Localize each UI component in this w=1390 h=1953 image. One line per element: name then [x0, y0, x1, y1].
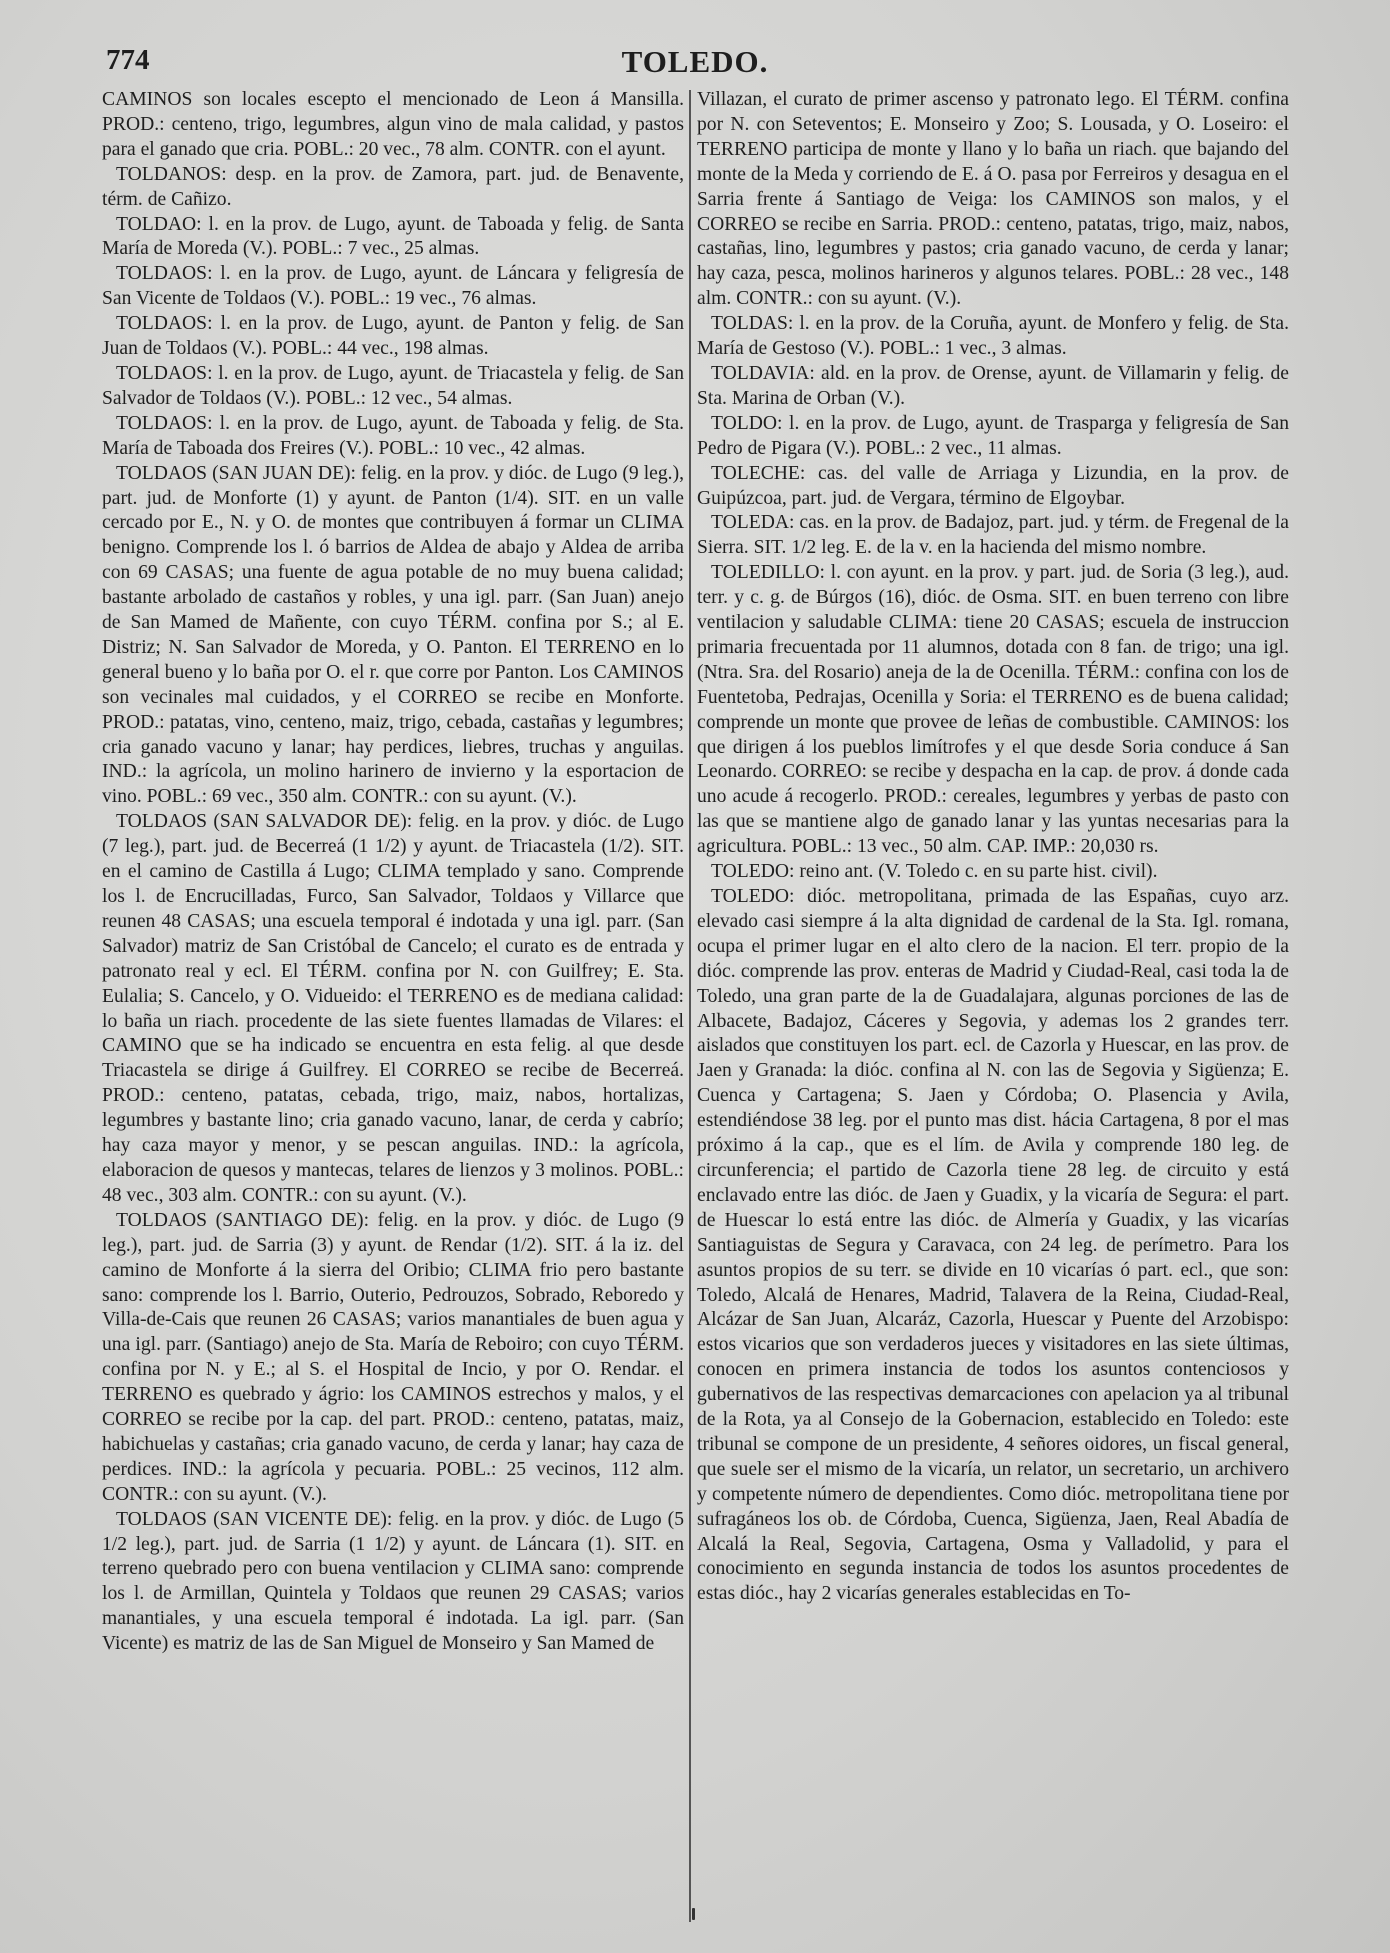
entry-paragraph: CAMINOS son locales escepto el mencionado de Leon á Mansilla. PROD.: centeno, trigo, legumbres, algun vino de mala calidad, y pastos para el ganado que cria. POBL.: 20 vec., 78 alm. CONTR. con el ayunt.: [102, 89, 684, 160]
running-title: TOLEDO.: [621, 44, 769, 79]
column-divider: [689, 90, 691, 1922]
entry-paragraph: TOLECHE: cas. del valle de Arriaga y Lizundia, en la prov. de Guipúzcoa, part. jud. de Vergara, término de Elgoybar.: [697, 462, 1289, 509]
print-mark: [692, 1908, 695, 1920]
entry-paragraph: TOLDAVIA: ald. en la prov. de Orense, ayunt. de Villamarin y felig. de Sta. Marina de Orban (V.).: [697, 362, 1289, 409]
entry-paragraph: TOLDAOS: l. en la prov. de Lugo, ayunt. de Taboada y felig. de Sta. María de Taboada dos Freires (V.). POBL.: 10 vec., 42 almas.: [102, 412, 684, 459]
entry-paragraph: Villazan, el curato de primer ascenso y patronato lego. El TÉRM. confina por N. con Seteventos; E. Monseiro y Zoo; S. Lousada, y O. Loseiro: el TERRENO participa de monte y llano y lo baña un riach. que bajando del monte de la Meda y corriendo de E. á O. pasa por Ferreiros y desagua en el Sarria frente á Santiago de Veiga: los CAMINOS son malos, y el CORREO se recibe en Sarria. PROD.: centeno, patatas, trigo, maiz, nabos, castañas, lino, legumbres y pastos; cria ganado vacuno, de cerda y lanar; hay caza, pesca, molinos harineros y algunos telares. POBL.: 28 vec., 148 alm. CONTR.: con su ayunt. (V.).: [697, 89, 1289, 310]
page-header: [102, 44, 1288, 84]
entry-paragraph: TOLEDO: reino ant. (V. Toledo c. en su parte hist. civil).: [711, 861, 1158, 883]
entry-paragraph: TOLDAOS: l. en la prov. de Lugo, ayunt. de Panton y felig. de San Juan de Toldaos (V.). POBL.: 44 vec., 198 almas.: [102, 313, 684, 360]
entry-paragraph: TOLDAO: l. en la prov. de Lugo, ayunt. de Taboada y felig. de Santa María de Moreda (V.). POBL.: 7 vec., 25 almas.: [102, 213, 684, 260]
entry-paragraph: TOLDAOS: l. en la prov. de Lugo, ayunt. de Láncara y feligresía de San Vicente de Toldaos (V.). POBL.: 19 vec., 76 almas.: [102, 263, 684, 310]
entry-paragraph: TOLDANOS: desp. en la prov. de Zamora, part. jud. de Benavente, térm. de Cañizo.: [102, 163, 684, 210]
entry-paragraph: TOLEDA: cas. en la prov. de Badajoz, part. jud. y térm. de Fregenal de la Sierra. SIT. 1/2 leg. E. de la v. en la hacienda del mismo nombre.: [697, 512, 1289, 559]
entry-paragraph: TOLDAS: l. en la prov. de la Coruña, ayunt. de Monfero y felig. de Sta. María de Gestoso (V.). POBL.: 1 vec., 3 almas.: [697, 313, 1289, 360]
entry-paragraph: TOLDAOS (SANTIAGO DE): felig. en la prov. y dióc. de Lugo (9 leg.), part. jud. de Sarria (3) y ayunt. de Rendar (1/2). SIT. á la iz. del camino de Monforte á la sierra del Oribio; CLIMA frio pero bastante sano: comprende los l. Barrio, Outerio, Pedrouzos, Sobrado, Reboredo y Villa-de-Cais que reunen 26 CASAS; varios manantiales de buen agua y una igl. parr. (Santiago) anejo de Sta. María de Reboiro; con cuyo TÉRM. confina por N. y E.; al S. el Hospital de Incio, y por O. Rendar. el TERRENO es quebrado y ágrio: los CAMINOS estrechos y malos, y el CORREO se recibe por la cap. del part. PROD.: centeno, patatas, maiz, habichuelas y castañas; cria ganado vacuno, de cerda y lanar; hay caza de perdices. IND.: la agrícola y pecuaria. POBL.: 25 vecinos, 112 alm. CONTR.: con su ayunt. (V.).: [102, 1209, 684, 1505]
page-number: 774: [106, 44, 150, 76]
entry-paragraph: TOLDAOS (SAN SALVADOR DE): felig. en la prov. y dióc. de Lugo (7 leg.), part. jud. de Becerreá (1 1/2) y ayunt. de Triacastela (1/2). SIT. en el camino de Castilla á Lugo; CLIMA templado y sano. Comprende los l. de Encrucilladas, Furco, San Salvador, Toldaos y Villarce que reunen 48 CASAS; una escuela temporal é indotada y una igl. parr. (San Salvador) matriz de San Cristóbal de Cancelo; el curato es de entrada y patronato real y ecl. El TÉRM. confina por N. con Guilfrey; E. Sta. Eulalia; S. Cancelo, y O. Vidueido: el TERRENO es de mediana calidad: lo baña un riach. procedente de las siete fuentes llamadas de Vilares: el CAMINO que se ha indicado se encuentra en esta felig. al que desde Triacastela se dirige á Guilfrey. El CORREO se recibe de Becerreá. PROD.: centeno, patatas, cebada, trigo, maiz, nabos, hortalizas, legumbres y bastante lino; cria ganado vacuno, lanar, de cerda y cabrío; hay caza mayor y menor, y se pescan anguilas. IND.: la agrícola, elaboracion de quesos y mantecas, telares de lienzos y 3 molinos. POBL.: 48 vec., 303 alm. CONTR.: con su ayunt. (V.).: [102, 811, 684, 1206]
entry-paragraph: TOLDO: l. en la prov. de Lugo, ayunt. de Trasparga y feligresía de San Pedro de Pigara (V.). POBL.: 2 vec., 11 almas.: [697, 412, 1289, 459]
right-column: [697, 88, 1289, 1928]
entry-paragraph: TOLDAOS: l. en la prov. de Lugo, ayunt. de Triacastela y felig. de San Salvador de Toldaos (V.). POBL.: 12 vec., 54 almas.: [102, 362, 684, 409]
entry-paragraph: TOLDAOS (SAN JUAN DE): felig. en la prov. y dióc. de Lugo (9 leg.), part. jud. de Monforte (1) y ayunt. de Panton (1/4). SIT. en un valle cercado por E., N. y O. de montes que contribuyen á formar un CLIMA benigno. Comprende los l. ó barrios de Aldea de abajo y Aldea de arriba con 69 CASAS; una fuente de agua potable de no muy buena calidad; bastante arbolado de castaños y robles, y una igl. parr. (San Juan) anejo de San Mamed de Mañente, con cuyo TÉRM. confina por S.; al E. Distriz; N. San Salvador de Moreda, y O. Panton. El TERRENO en lo general bueno y lo baña por O. el r. que corre por Panton. Los CAMINOS son vecinales mal cuidados, y el CORREO se recibe en Monforte. PROD.: patatas, vino, centeno, maiz, trigo, cebada, castañas y legumbres; cria ganado vacuno y lanar; hay perdices, liebres, truchas y anguilas. IND.: la agrícola, un molino harinero de invierno y la esportacion de vino. POBL.: 69 vec., 350 alm. CONTR.: con su ayunt. (V.).: [102, 462, 684, 808]
entry-paragraph: TOLEDILLO: l. con ayunt. en la prov. y part. jud. de Soria (3 leg.), aud. terr. y c. g. de Búrgos (16), dióc. de Osma. SIT. en buen terreno con libre ventilacion y saludable CLIMA: tiene 20 CASAS; escuela de instruccion primaria frecuentada por 11 alumnos, dotada con 8 fan. de trigo; una igl. (Ntra. Sra. del Rosario) aneja de la de Ocenilla. TÉRM.: confina con los de Fuentetoba, Pedrajas, Ocenilla y Soria: el TERRENO es de buena calidad; comprende un monte que provee de leñas de combustible. CAMINOS: los que dirigen á los pueblos limítrofes y el que desde Soria conduce á San Leonardo. CORREO: se recibe y despacha en la cap. de prov. á donde cada uno acude á recogerlo. PROD.: cereales, legumbres y yerbas de pasto con las que se mantiene algo de ganado lanar y las yuntas necesarias para la agricultura. POBL.: 13 vec., 50 alm. CAP. IMP.: 20,030 rs.: [697, 562, 1289, 858]
entry-paragraph: TOLEDO: dióc. metropolitana, primada de las Españas, cuyo arz. elevado casi siempre á la alta dignidad de cardenal de la Sta. Igl. romana, ocupa el primer lugar en el alto clero de la nacion. El terr. propio de la dióc. comprende las prov. enteras de Madrid y Ciudad-Real, casi toda la de Toledo, una gran parte de la de Guadalajara, algunas porciones de las de Albacete, Badajoz, Cáceres y Segovia, y ademas los 2 grandes terr. aislados que constituyen los part. ecl. de Cazorla y Huescar, en las prov. de Jaen y Granada: la dióc. confina al N. con las de Segovia y Sigüenza; E. Cuenca y Cartagena; S. Jaen y Córdoba; O. Plasencia y Avila, estendiéndose 38 leg. por el punto mas dist. hácia Cartagena, 8 por el mas próximo á la cap., que es el lím. de Avila y comprende 180 leg. de circunferencia; el partido de Cazorla tiene 28 leg. de circuito y está enclavado entre las dióc. de Jaen y Guadix, y la vicaría de Segura: el part. de Huescar lo está entre las dióc. de Almería y Guadix, y las vicarías Santiaguistas de Segura y Caravaca, con 24 leg. de perímetro. Para los asuntos propios de su terr. se divide en 10 vicarías ó part. ecl., que son: Toledo, Alcalá de Henares, Madrid, Talavera de la Reina, Ciudad-Real, Alcázar de San Juan, Alcaráz, Cazorla, Huescar y Puente del Arzobispo: estos vicarios que son verdaderos jueces y visitadores en las siete últimas, conocen en primera instancia de todos los asuntos contenciosos y gubernativos de las respectivas demarcaciones con apelacion ya al tribunal de la Rota, ya al Consejo de la Gobernacion, establecido en Toledo: este tribunal se compone de un presidente, 4 señores oidores, un fiscal general, que suele ser el mismo de la vicaría, un relator, un secretario, un archivero y competente número de dependientes. Como dióc. metropolitana tiene por sufragáneos los ob. de Córdoba, Cuenca, Sigüenza, Jaen, Real Abadía de Alcalá la Real, Segovia, Cartagena, Osma y Valladolid, y para el conocimiento en segunda instancia de todos los asuntos procedentes de estas dióc., hay 2 vicarías generales establecidas en To-: [697, 886, 1289, 1605]
left-column: [102, 88, 684, 1928]
entry-paragraph: TOLDAOS (SAN VICENTE DE): felig. en la prov. y dióc. de Lugo (5 1/2 leg.), part. jud. de Sarria (1 1/2) y ayunt. de Láncara (1). SIT. en terreno quebrado pero con buena ventilacion y CLIMA sano: comprende los l. de Armillan, Quintela y Toldaos que reunen 29 CASAS; varios manantiales, y una escuela temporal é indotada. La igl. parr. (San Vicente) es matriz de las de San Miguel de Monseiro y San Mamed de: [102, 1508, 684, 1655]
